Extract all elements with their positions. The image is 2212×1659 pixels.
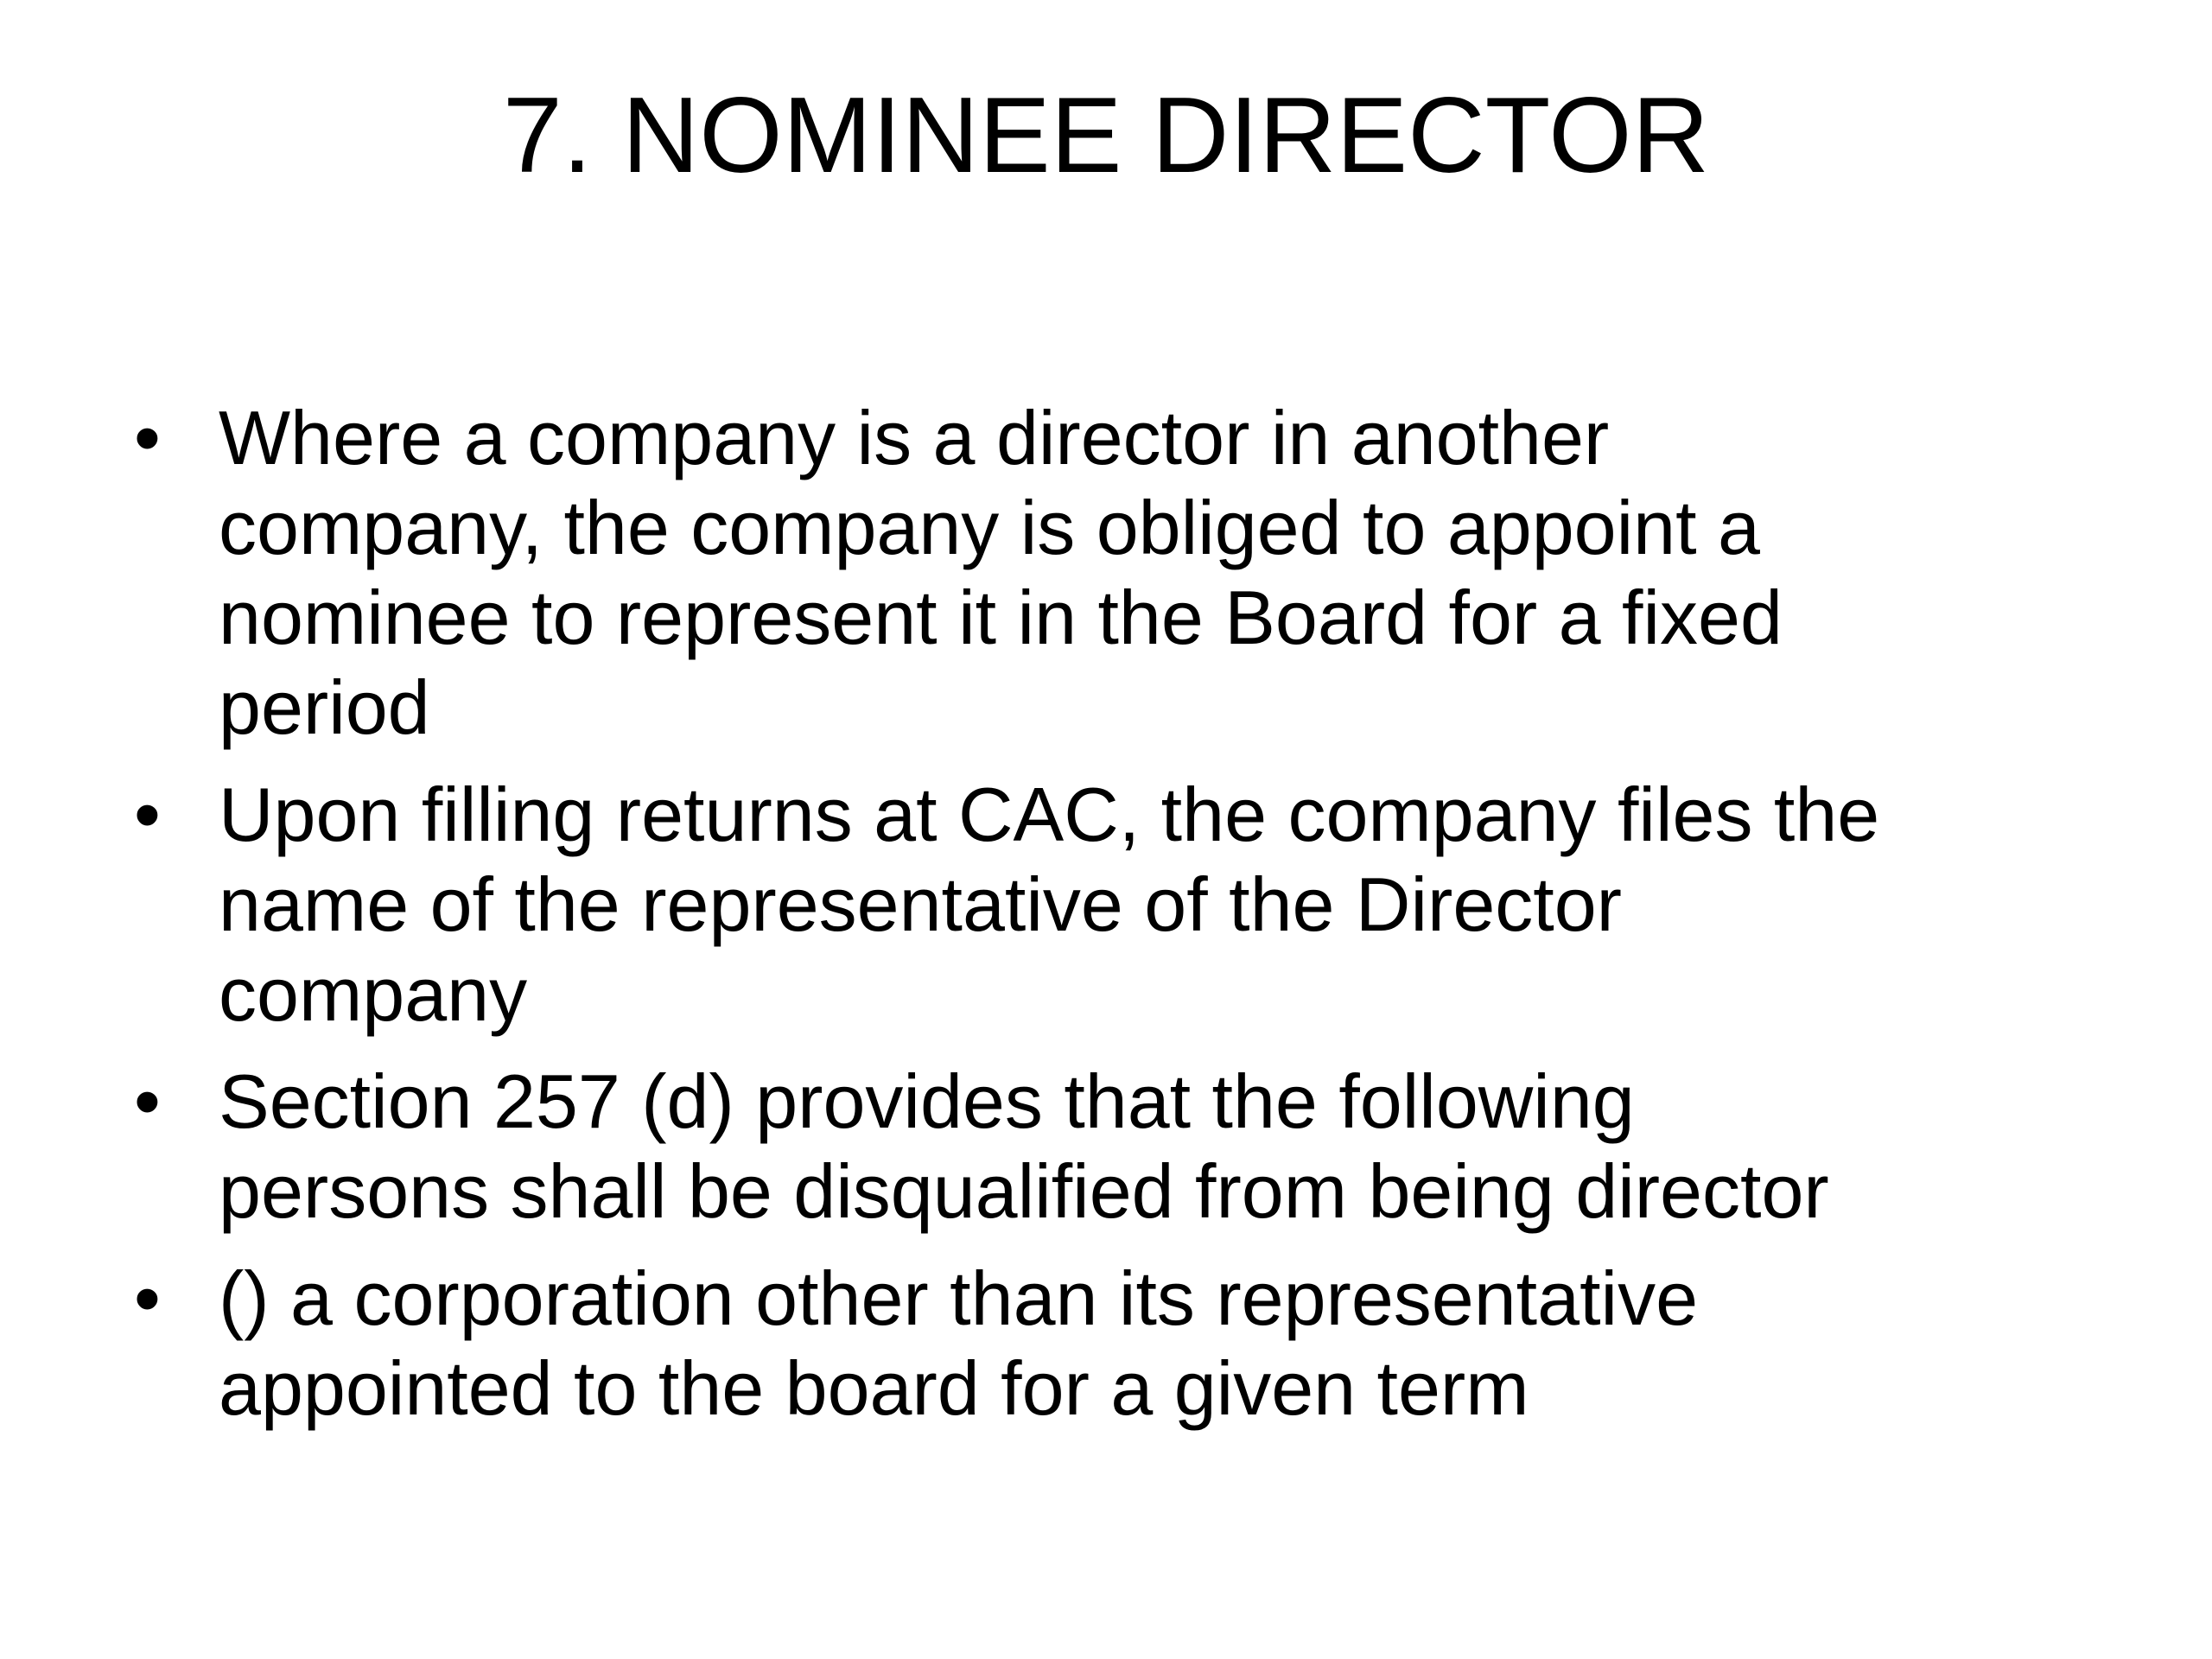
bullet-text-line: Upon filling returns at CAC, the company files the <box>219 772 1880 857</box>
bullet-text-line: () a corporation other than its representative <box>219 1255 1699 1341</box>
bullet-list <box>0 393 2212 1451</box>
bullet-text-line: appointed to the board for a given term <box>219 1345 1529 1431</box>
bullet-dot-icon: • <box>134 772 161 857</box>
bullet-text-line: name of the representative of the Director <box>219 861 1622 947</box>
bullet-text-line: company, the company is obliged to appoint a <box>219 485 1760 570</box>
bullet-text-line: persons shall be disqualified from being director <box>219 1148 1829 1234</box>
bullet-dot-icon: • <box>134 1255 161 1341</box>
slide-title: 7. NOMINEE DIRECTOR <box>502 76 1710 195</box>
bullet-text-line: Section 257 (d) provides that the following <box>219 1058 1635 1144</box>
bullet-dot-icon: • <box>134 1058 161 1144</box>
bullet-text-line: company <box>219 951 528 1037</box>
bullet-item <box>0 770 2212 1039</box>
bullet-item <box>0 1057 2212 1236</box>
bullet-dot-icon: • <box>134 395 161 480</box>
bullet-text-line: Where a company is a director in another <box>219 395 1610 480</box>
bullet-text-line: period <box>219 664 430 750</box>
bullet-item <box>0 393 2212 753</box>
bullet-item <box>0 1254 2212 1433</box>
bullet-text-line: nominee to represent it in the Board for a fixed <box>219 575 1783 660</box>
